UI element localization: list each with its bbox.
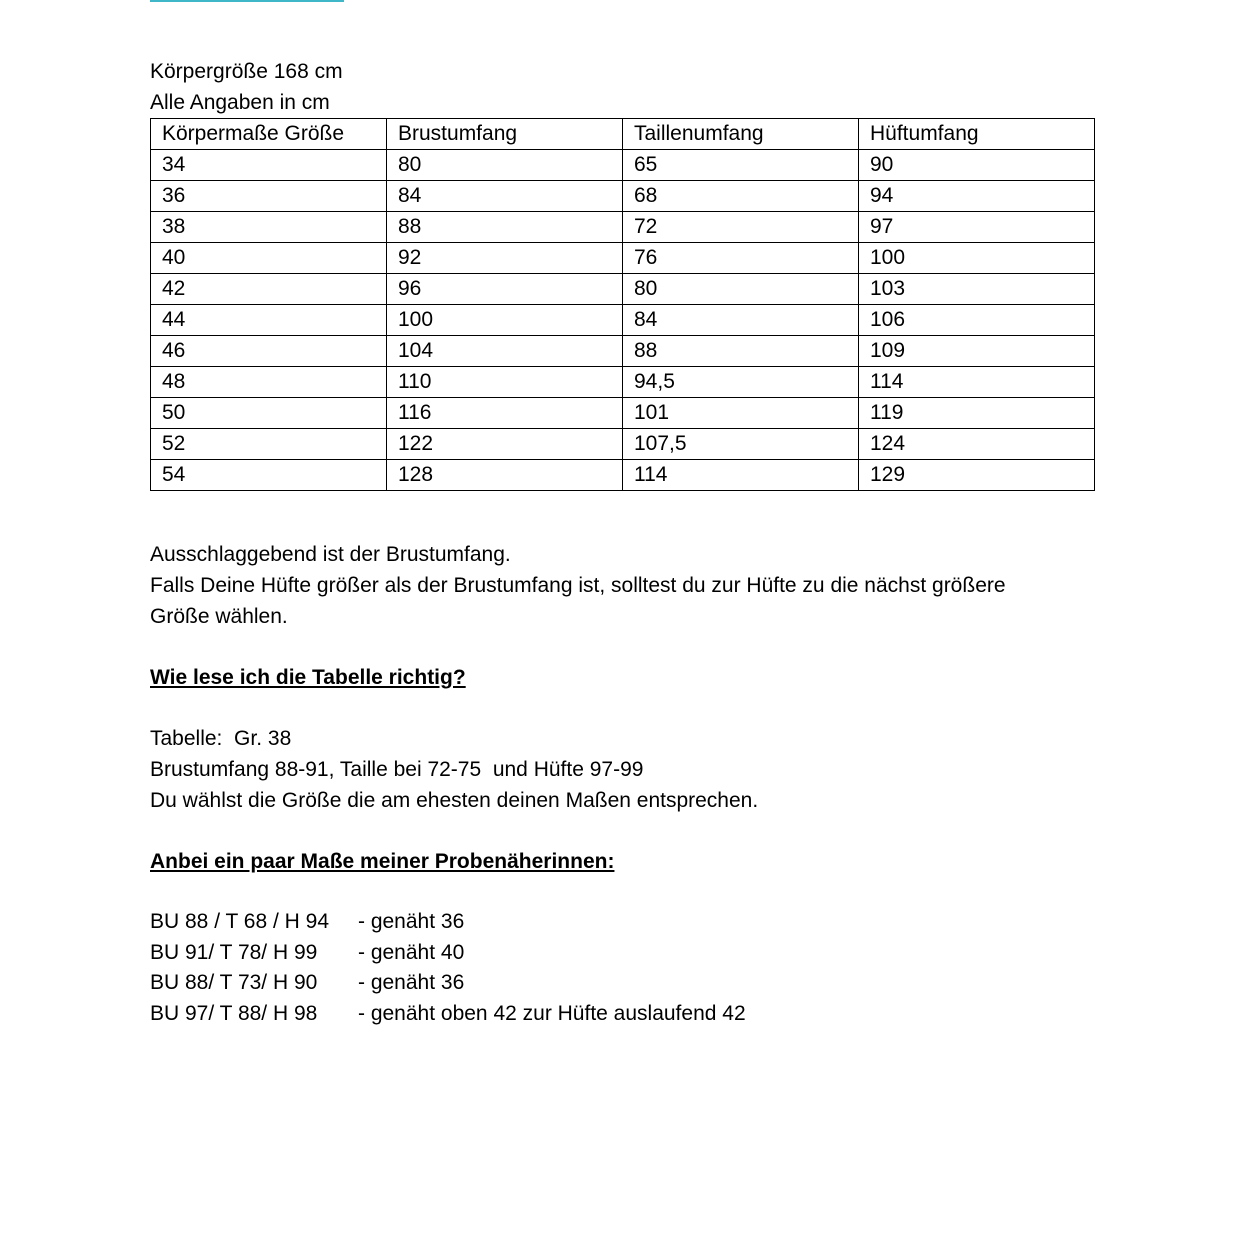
list-item — [150, 938, 1095, 969]
cell-hip: 106 — [859, 305, 1095, 336]
cell-chest: 80 — [387, 150, 623, 181]
cell-size: 54 — [151, 460, 387, 491]
document-page — [150, 56, 1095, 1029]
cell-hip: 119 — [859, 398, 1095, 429]
cell-chest: 104 — [387, 336, 623, 367]
cell-size: 36 — [151, 181, 387, 212]
table-row — [151, 181, 1095, 212]
cell-hip: 94 — [859, 181, 1095, 212]
header-size: Körpermaße Größe — [151, 119, 387, 150]
table-row — [151, 336, 1095, 367]
table-row — [151, 367, 1095, 398]
tester-result: - genäht 36 — [358, 971, 465, 994]
cell-hip: 124 — [859, 429, 1095, 460]
spacer — [150, 693, 1095, 723]
cell-hip: 90 — [859, 150, 1095, 181]
cell-chest: 110 — [387, 367, 623, 398]
header-hip: Hüftumfang — [859, 119, 1095, 150]
decisive-note: Ausschlaggebend ist der Brustumfang. — [150, 543, 511, 566]
table-row — [151, 150, 1095, 181]
cell-size: 42 — [151, 274, 387, 305]
spacer — [150, 491, 1095, 539]
spacer — [150, 632, 1095, 662]
tester-measures: BU 91/ T 78/ H 99 — [150, 940, 318, 964]
cell-hip: 129 — [859, 460, 1095, 491]
size-table-header-row — [151, 119, 1095, 150]
cell-waist: 84 — [623, 305, 859, 336]
list-item — [150, 968, 1095, 999]
cell-hip: 100 — [859, 243, 1095, 274]
list-item — [150, 907, 1095, 938]
cell-chest: 128 — [387, 460, 623, 491]
cell-chest: 88 — [387, 212, 623, 243]
cell-chest: 84 — [387, 181, 623, 212]
body-height-text: Körpergröße 168 cm — [150, 60, 343, 83]
tester-measures: BU 97/ T 88/ H 98 — [150, 1001, 318, 1025]
cell-hip: 114 — [859, 367, 1095, 398]
header-waist: Taillenumfang — [623, 119, 859, 150]
tester-result: - genäht 40 — [358, 940, 465, 964]
table-row — [151, 274, 1095, 305]
cell-waist: 65 — [623, 150, 859, 181]
top-accent-rule — [150, 0, 344, 2]
cell-chest: 122 — [387, 429, 623, 460]
cell-hip: 109 — [859, 336, 1095, 367]
table-row — [151, 398, 1095, 429]
hip-note-line-1: Falls Deine Hüfte größer als der Brustumfang ist, solltest du zur Hüfte zu die nächst größere — [150, 574, 1006, 597]
cell-size: 50 — [151, 398, 387, 429]
spacer — [150, 816, 1095, 846]
tester-measures: BU 88 / T 68 / H 94 — [150, 910, 329, 933]
cell-waist: 68 — [623, 181, 859, 212]
testers-heading: Anbei ein paar Maße meiner Probenäherinnen: — [150, 850, 615, 873]
tester-result: - genäht 36 — [358, 910, 465, 933]
tester-measures: BU 88/ T 73/ H 90 — [150, 971, 318, 994]
cell-size: 52 — [151, 429, 387, 460]
spacer — [150, 877, 1095, 907]
cell-waist: 88 — [623, 336, 859, 367]
cell-chest: 92 — [387, 243, 623, 274]
cell-size: 46 — [151, 336, 387, 367]
cell-size: 44 — [151, 305, 387, 336]
cell-waist: 107,5 — [623, 429, 859, 460]
testers-list — [150, 907, 1095, 1029]
cell-size: 40 — [151, 243, 387, 274]
cell-waist: 94,5 — [623, 367, 859, 398]
table-row — [151, 305, 1095, 336]
header-chest: Brustumfang — [387, 119, 623, 150]
cell-hip: 97 — [859, 212, 1095, 243]
cell-chest: 116 — [387, 398, 623, 429]
howto-choose-note: Du wählst die Größe die am ehesten deinen Maßen entsprechen. — [150, 789, 759, 812]
cell-chest: 96 — [387, 274, 623, 305]
hip-note-line-2: Größe wählen. — [150, 605, 288, 628]
cell-waist: 114 — [623, 460, 859, 491]
table-row — [151, 243, 1095, 274]
howto-heading: Wie lese ich die Tabelle richtig? — [150, 666, 466, 689]
list-item — [150, 999, 1095, 1030]
cell-waist: 80 — [623, 274, 859, 305]
cell-chest: 100 — [387, 305, 623, 336]
cell-size: 38 — [151, 212, 387, 243]
cell-size: 34 — [151, 150, 387, 181]
cell-waist: 72 — [623, 212, 859, 243]
howto-example-size: Tabelle: Gr. 38 — [150, 727, 292, 750]
cell-waist: 101 — [623, 398, 859, 429]
cell-waist: 76 — [623, 243, 859, 274]
cell-size: 48 — [151, 367, 387, 398]
table-row — [151, 460, 1095, 491]
units-text: Alle Angaben in cm — [150, 91, 330, 114]
table-row — [151, 429, 1095, 460]
cell-hip: 103 — [859, 274, 1095, 305]
table-row — [151, 212, 1095, 243]
howto-example-measures: Brustumfang 88-91, Taille bei 72-75 und Hüfte 97-99 — [150, 758, 644, 781]
tester-result: - genäht oben 42 zur Hüfte auslaufend 42 — [358, 1001, 746, 1025]
size-table — [150, 118, 1095, 491]
